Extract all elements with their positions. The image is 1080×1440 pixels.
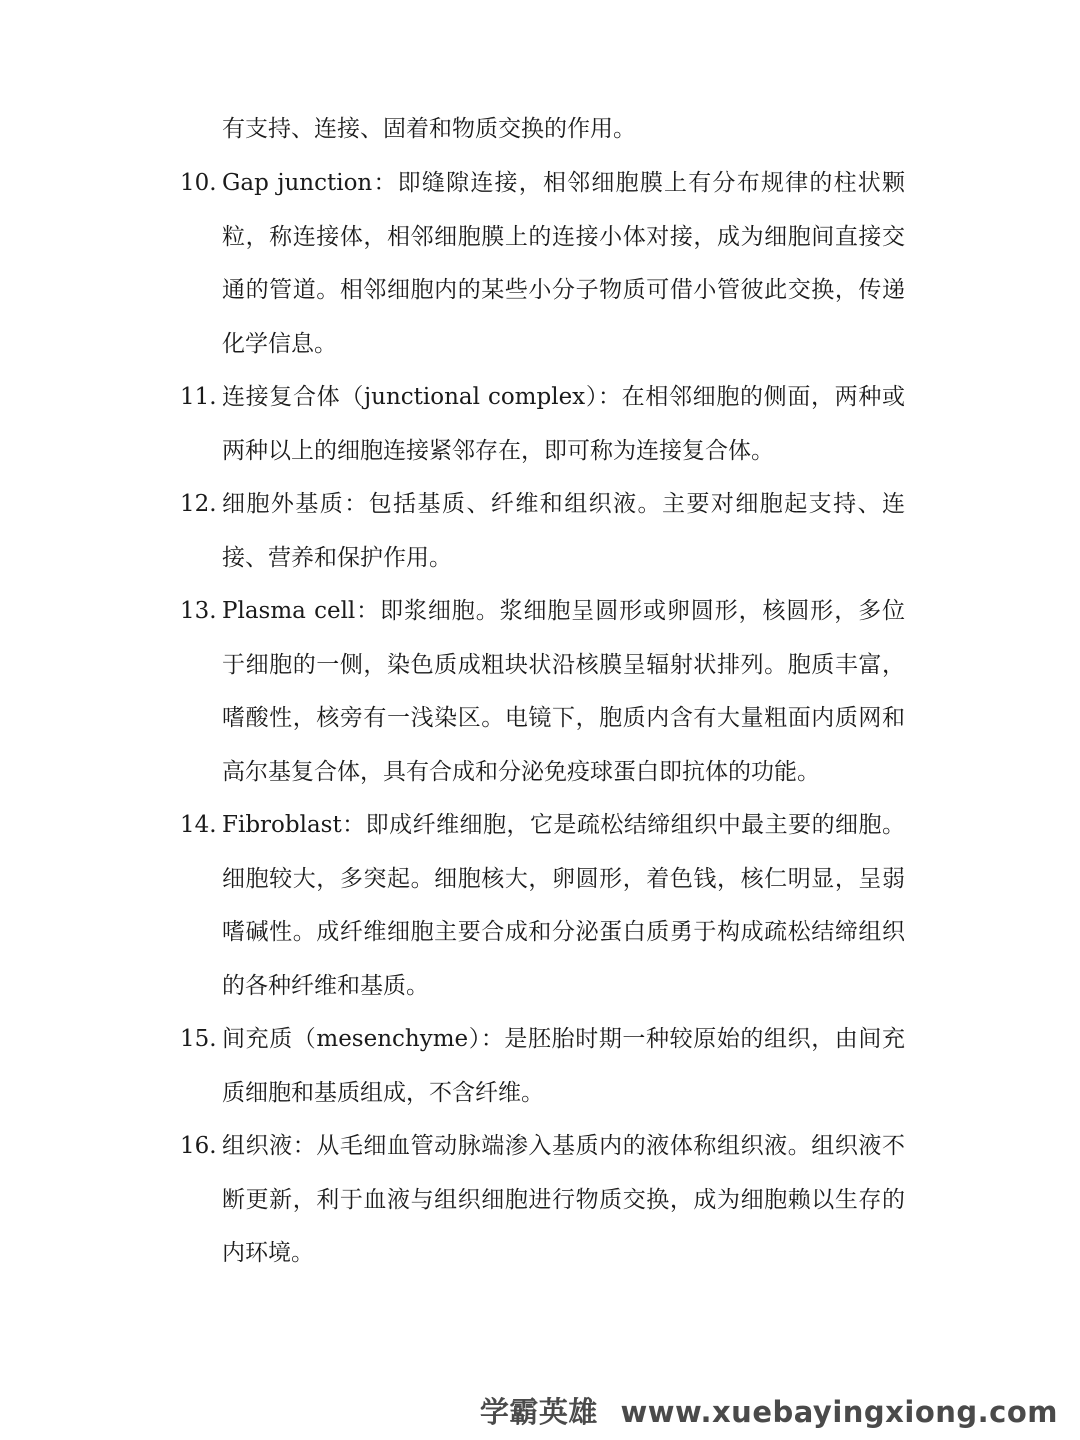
- item-number: 10.: [180, 170, 217, 196]
- watermark-footer: [480, 1390, 1058, 1431]
- list-item: [180, 799, 905, 1013]
- item-text: 细胞外基质：包括基质、纤维和组织液。主要对细胞起支持、连接、营养和保护作用。: [222, 491, 905, 571]
- item-text: 组织液：从毛细血管动脉端渗入基质内的液体称组织液。组织液不断更新，利于血液与组织细胞进行物质交换，成为细胞赖以生存的内环境。: [222, 1133, 905, 1266]
- list-item: [180, 585, 905, 799]
- list-item: [180, 478, 905, 585]
- item-number: 13.: [180, 598, 217, 624]
- item-text: 连接复合体（junctional complex）：在相邻细胞的侧面，两种或两种以上的细胞连接紧邻存在，即可称为连接复合体。: [222, 384, 905, 464]
- list-item: [180, 371, 905, 478]
- item-text: Plasma cell：即浆细胞。浆细胞呈圆形或卵圆形，核圆形，多位于细胞的一侧，染色质成粗块状沿核膜呈辐射状排列。胞质丰富，嗜酸性，核旁有一浅染区。电镜下，胞质内含有大量粗面内质网和高尔基复合体，具有合成和分泌免疫球蛋白即抗体的功能。: [222, 598, 905, 785]
- continuation-paragraph: 有支持、连接、固着和物质交换的作用。: [222, 116, 636, 142]
- item-text: Gap junction：即缝隙连接，相邻细胞膜上有分布规律的柱状颗粒，称连接体，相邻细胞膜上的连接小体对接，成为细胞间直接交通的管道。相邻细胞内的某些小分子物质可借小管彼此交换，传递化学信息。: [222, 170, 905, 357]
- footer-url: www.xuebayingxiong.com: [620, 1395, 1058, 1429]
- footer-brand: 学霸英雄: [479, 1395, 598, 1429]
- item-number: 12.: [180, 491, 217, 517]
- list-item: [180, 1013, 905, 1120]
- list-item: [180, 157, 905, 371]
- item-text: Fibroblast：即成纤维细胞，它是疏松结缔组织中最主要的细胞。细胞较大，多突起。细胞核大，卵圆形，着色钱，核仁明显，呈弱嗜碱性。成纤维细胞主要合成和分泌蛋白质勇于构成疏松结缔组织的各种纤维和基质。: [222, 812, 905, 999]
- item-number: 11.: [180, 384, 217, 410]
- item-number: 14.: [180, 812, 217, 838]
- item-number: 15.: [180, 1026, 217, 1052]
- item-number: 16.: [180, 1133, 217, 1159]
- list-item: [180, 1120, 905, 1281]
- definition-list: [180, 157, 905, 1281]
- item-text: 间充质（mesenchyme）：是胚胎时期一种较原始的组织，由间充质细胞和基质组成，不含纤维。: [222, 1026, 905, 1106]
